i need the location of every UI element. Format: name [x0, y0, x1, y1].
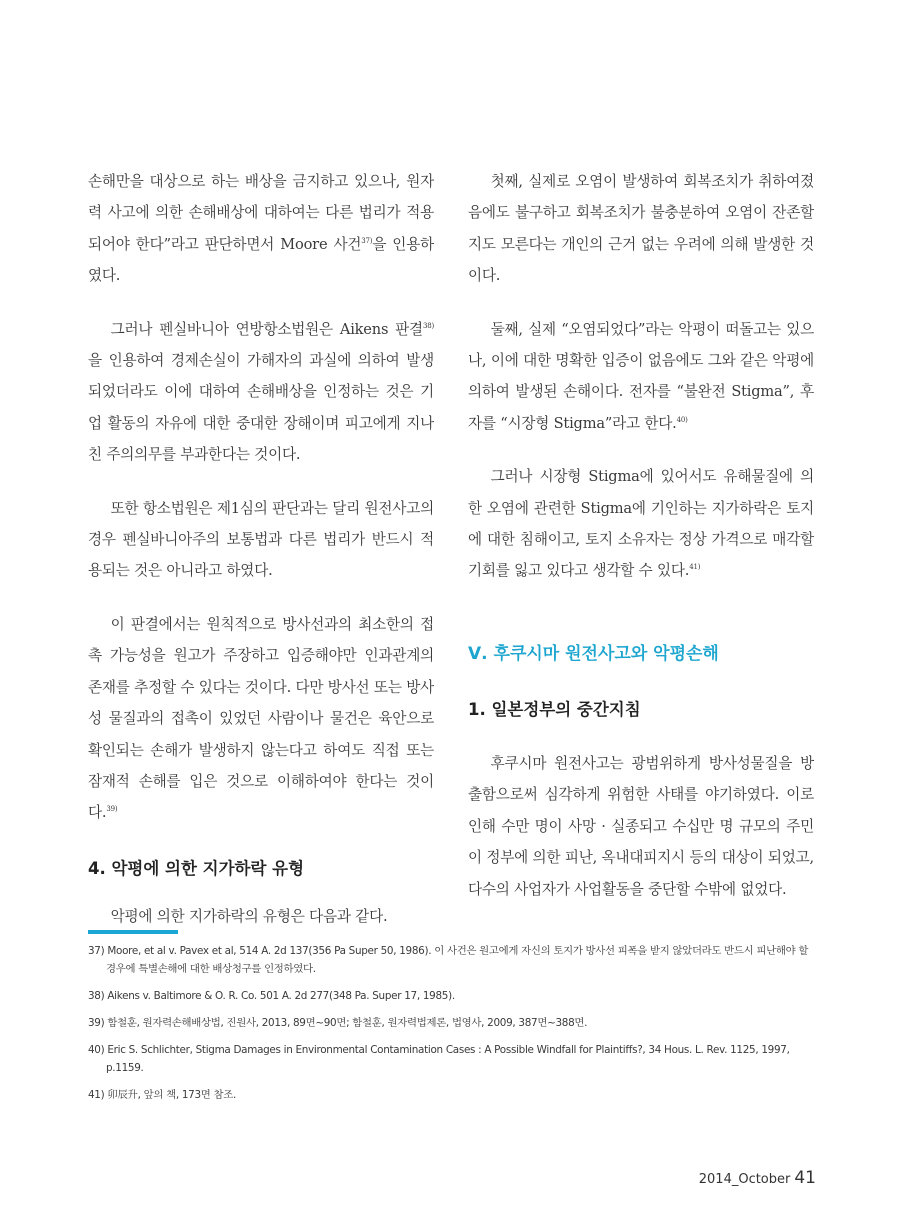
right-paragraph-4: 후쿠시마 원전사고는 광범위하게 방사성물질을 방출함으로써 심각하게 위험한 사태를 야기하였다. 이로 인해 수만 명이 사망 · 실종되고 수십만 명 규모의 주민이 정부에 의한 피난, 옥내대피지시 등의 대상이 되었고, 다수의 사업자가 사업활동을 중단할 수밖에 없었다.	[468, 754, 814, 898]
issue-label: 2014_October	[698, 1172, 791, 1187]
footnotes	[88, 942, 818, 1113]
right-p3-text: 그러나 시장형 Stigma에 있어서도 유해물질에 의한 오염에 관련한 Stigma에 기인하는 지가하락은 토지에 대한 침해이고, 토지 소유자는 정상 가격으로 매각할 기회를 잃고 있다고 생각할 수 있다.	[468, 468, 814, 580]
page-footer	[699, 1168, 816, 1188]
left-p2-text-b: 을 인용하여 경제손실이 가해자의 과실에 의하여 발생되었더라도 이에 대하여 손해배상을 인정하는 것은 기업 활동의 자유에 대한 중대한 장해이며 피고에게 지나친 주의의무를 부과한다는 것이다.	[88, 352, 434, 464]
right-column	[468, 166, 814, 905]
left-paragraph-2	[88, 314, 434, 471]
right-paragraph-3	[468, 461, 814, 587]
left-paragraph-4	[88, 609, 434, 829]
footnote-ref-40[interactable]: 40)	[676, 415, 688, 424]
left-paragraph-5: 악평에 의한 지가하락의 유형은 다음과 같다.	[110, 907, 388, 925]
footnote-41: 41) 卯辰升, 앞의 책, 173면 참조.	[88, 1089, 237, 1101]
section-heading-4: 4. 악평에 의한 지가하락 유형	[88, 858, 305, 878]
left-paragraph-1	[88, 166, 434, 292]
left-p2-text-a: 그러나 펜실바니아 연방항소법원은 Aikens 판결	[110, 320, 423, 338]
chapter-heading: Ⅴ. 후쿠시마 원전사고와 악평손해	[468, 643, 719, 664]
footnote-divider	[88, 930, 178, 934]
left-p1-text: 손해만을 대상으로 하는 배상을 금지하고 있으나, 원자력 사고에 의한 손해배상에 대하여는 다른 법리가 적용되어야 한다”라고 판단하면서 Moore 사건	[88, 173, 434, 253]
footnote-40: 40) Eric S. Schlichter, Stigma Damages in Environmental Contamination Cases : A Possible Windfall for Plaintiffs?, 34 Hous. L. Rev. 1125, 1997, p.1159.	[88, 1044, 790, 1074]
right-p2-text: 둘째, 실제 “오염되었다”라는 악평이 떠돌고는 있으나, 이에 대한 명확한 입증이 없음에도 그와 같은 악평에 의하여 발생된 손해이다. 전자를 “불완전 Stigma”, 후자를 “시장형 Stigma”라고 한다.	[468, 320, 814, 432]
footnote-37: 37) Moore, et al v. Pavex et al, 514 A. 2d 137(356 Pa Super 50, 1986). 이 사건은 원고에게 자신의 토지가 방사선 피폭을 받지 않았더라도 반드시 피난해야 할 경우에 특별손해에 대한 배상청구를 인정하였다.	[88, 945, 809, 975]
left-column	[88, 166, 434, 932]
footnote-ref-37[interactable]: 37)	[361, 236, 373, 245]
page-number: 41	[794, 1168, 816, 1188]
left-p4-text: 이 판결에서는 원칙적으로 방사선과의 최소한의 접촉 가능성을 원고가 주장하고 입증해야만 인과관계의 존재를 추정할 수 있다는 것이다. 다만 방사선 또는 방사성 물질과의 접촉이 있었던 사람이나 물건은 육안으로 확인되는 손해가 발생하지 않는다고 하여도 직접 또는 잠재적 손해를 입은 것으로 이해하여야 한다는 것이다.	[88, 615, 434, 822]
right-paragraph-1: 첫째, 실제로 오염이 발생하여 회복조치가 취하여졌음에도 불구하고 회복조치가 불충분하여 오염이 잔존할지도 모른다는 개인의 근거 없는 우려에 의해 발생한 것이다.	[468, 173, 814, 285]
footnote-39: 39) 함철훈, 원자력손해배상법, 진원사, 2013, 89면~90면; 함철훈, 원자력법제론, 법영사, 2009, 387면~388면.	[88, 1017, 588, 1029]
subsection-heading-1: 1. 일본정부의 중간지침	[468, 699, 641, 719]
footnote-38: 38) Aikens v. Baltimore & O. R. Co. 501 A. 2d 277(348 Pa. Super 17, 1985).	[88, 990, 455, 1002]
footnote-ref-41[interactable]: 41)	[689, 563, 701, 572]
footnote-ref-39[interactable]: 39)	[106, 805, 118, 814]
left-p1-tail: 을 인용하였다.	[88, 235, 434, 285]
footnote-ref-38[interactable]: 38)	[422, 321, 434, 330]
left-paragraph-3: 또한 항소법원은 제1심의 판단과는 달리 원전사고의 경우 펜실바니아주의 보통법과 다른 법리가 반드시 적용되는 것은 아니라고 하였다.	[88, 499, 434, 580]
right-paragraph-2	[468, 314, 814, 440]
